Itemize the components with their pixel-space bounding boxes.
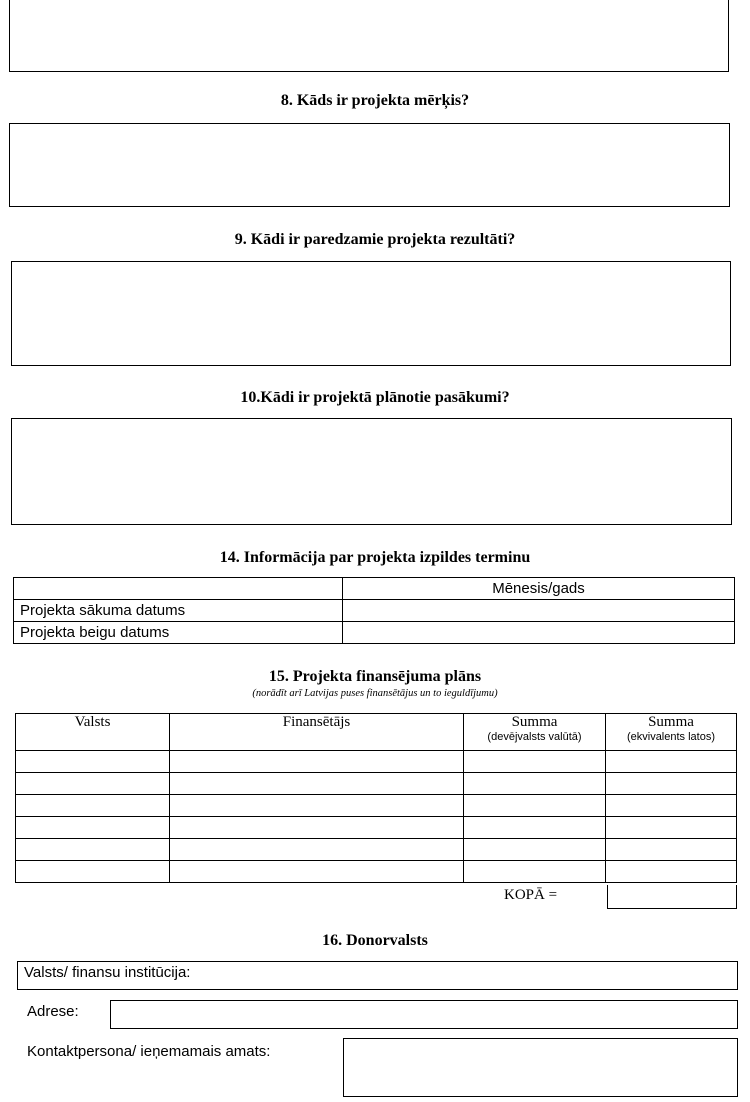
cell[interactable] (170, 773, 464, 795)
end-date-field[interactable] (343, 622, 735, 644)
cell[interactable] (16, 817, 170, 839)
table-row (14, 622, 735, 644)
cell[interactable] (170, 839, 464, 861)
table-row[interactable] (16, 795, 737, 817)
table-header-row (16, 714, 737, 751)
col-summa-currency-sub: (devējvalsts valūtā) (487, 731, 582, 743)
col-finansetajs: Finansētājs (170, 714, 464, 751)
col-summa-currency-label: Summa (511, 714, 558, 730)
q15-title: 15. Projekta finansējuma plāns (268, 668, 482, 685)
q16-title: 16. Donorvalsts (322, 932, 428, 949)
cell[interactable] (464, 861, 606, 883)
cell[interactable] (16, 795, 170, 817)
end-date-label: Projekta beigu datums (14, 622, 343, 644)
cell[interactable] (170, 817, 464, 839)
contact-label: Kontaktpersona/ ieņemamais amats: (27, 1043, 271, 1060)
col-summa-lats-label: Summa (648, 714, 694, 730)
col-summa-lats-sub: (ekvivalents latos) (626, 731, 716, 743)
total-field[interactable] (607, 885, 737, 909)
q9-answer-box[interactable] (11, 261, 731, 366)
prev-answer-box[interactable] (9, 0, 729, 72)
cell[interactable] (170, 751, 464, 773)
cell[interactable] (16, 861, 170, 883)
institution-field[interactable] (17, 961, 738, 990)
total-label: KOPĀ = (504, 887, 558, 903)
header-empty-cell (14, 578, 343, 600)
cell[interactable] (464, 839, 606, 861)
cell[interactable] (464, 795, 606, 817)
col-summa-lats (606, 714, 737, 751)
cell[interactable] (606, 817, 737, 839)
institution-label: Valsts/ finansu institūcija: (24, 964, 191, 981)
q10-title: 10.Kādi ir projektā plānotie pasākumi? (240, 389, 510, 406)
cell[interactable] (606, 795, 737, 817)
q10-answer-box[interactable] (11, 418, 732, 525)
cell[interactable] (606, 839, 737, 861)
cell[interactable] (170, 795, 464, 817)
address-field[interactable] (110, 1000, 738, 1029)
q14-title: 14. Informācija par projekta izpildes terminu (219, 549, 531, 566)
table-row[interactable] (16, 839, 737, 861)
q15-subtitle: (norādīt arī Latvijas puses finansētājus un to ieguldījumu) (252, 688, 498, 699)
cell[interactable] (464, 817, 606, 839)
col-valsts: Valsts (16, 714, 170, 751)
financing-table (15, 713, 737, 883)
table-row[interactable] (16, 773, 737, 795)
table-row[interactable] (16, 861, 737, 883)
cell[interactable] (464, 751, 606, 773)
address-label: Adrese: (27, 1003, 79, 1020)
term-table (13, 577, 735, 644)
contact-field[interactable] (343, 1038, 738, 1097)
month-year-header: Mēnesis/gads (343, 578, 735, 600)
q8-answer-box[interactable] (9, 123, 730, 207)
cell[interactable] (606, 861, 737, 883)
table-row[interactable] (16, 817, 737, 839)
cell[interactable] (464, 773, 606, 795)
cell[interactable] (16, 773, 170, 795)
cell[interactable] (16, 839, 170, 861)
start-date-field[interactable] (343, 600, 735, 622)
q8-title: 8. Kāds ir projekta mērķis? (280, 92, 470, 109)
q9-title: 9. Kādi ir paredzamie projekta rezultāti? (234, 231, 516, 248)
cell[interactable] (606, 773, 737, 795)
cell[interactable] (606, 751, 737, 773)
table-row[interactable] (16, 751, 737, 773)
start-date-label: Projekta sākuma datums (14, 600, 343, 622)
cell[interactable] (16, 751, 170, 773)
cell[interactable] (170, 861, 464, 883)
col-summa-currency (464, 714, 606, 751)
table-row (14, 578, 735, 600)
table-row (14, 600, 735, 622)
